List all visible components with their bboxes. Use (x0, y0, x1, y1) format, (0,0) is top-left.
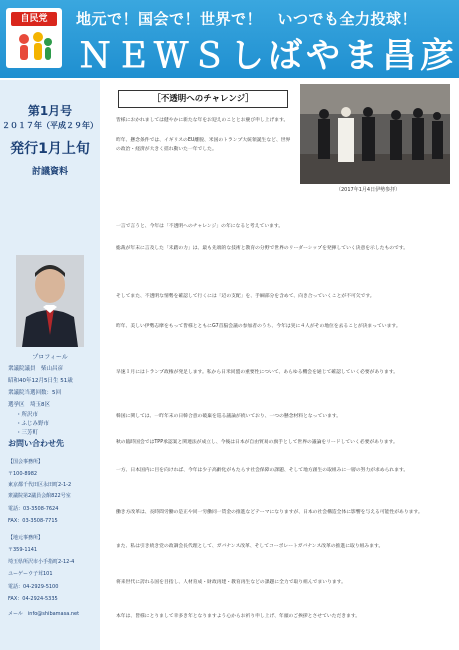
portrait-photo (16, 255, 84, 347)
contact-line: 電話：03-3508-7624 (8, 506, 59, 512)
paragraph: 一言で言うと、今年は「不透明へのチャレンジ」の年になると考えています。 (116, 224, 284, 229)
paragraph: 皆様におかれましては健やかに新たな年をお迎えのこととお慶び申し上げます。 (116, 118, 289, 123)
profile-line: ・ふじみ野市 (16, 421, 50, 427)
paragraph: また、私は引き続き党の政調会長代理として、ガバナンス改革、そしてコーポレートガバナンス改革の推進に取り組みます。 (116, 544, 384, 549)
contact-email[interactable]: メール info@shibamasa.net (8, 611, 80, 617)
newsletter-title: ＮＥＷＳしばやま昌彦 (78, 36, 458, 76)
contact-line: 衆議院第2議員会館822号室 (8, 493, 71, 499)
photo-caption: （2017年1月4日伊勢参拝） (336, 187, 401, 193)
issue-number: 第1月号 (27, 104, 73, 118)
sidebar (0, 80, 100, 650)
article-photo (300, 84, 450, 184)
paragraph: 昨年、美しい伊勢志摩をもって皆様とともにG7首脳会議の参加者のうち、今年は実に４人がその地位を去ることが決まっています。 (116, 324, 401, 329)
contact-line: 埼玉県所沢市小手指町2-12-4 (8, 559, 75, 565)
contact-line: FAX：03-3508-7715 (8, 518, 58, 524)
contact-title: お問い合わせ先 (8, 439, 64, 448)
profile-title: プロフィール (32, 354, 68, 361)
contact-line: 東京都千代田区永田町2-1-2 (8, 482, 72, 488)
family-figures-icon (14, 32, 54, 62)
paragraph: 働き方改革は、長時間労働の是正や同一労働同一賃金の推進などテーマになりますが、日本の社会構造全体に影響を与える可能性があります。 (116, 510, 423, 515)
party-badge: 自民党 (11, 12, 57, 26)
issue-year: ２０１７年（平成２９年） (2, 121, 98, 130)
contact-line: FAX：04-2924-5335 (8, 596, 58, 602)
profile-line: 衆議院当選回数：5回 (8, 390, 61, 396)
profile-line: ・所沢市 (16, 412, 39, 418)
paragraph: 昨年、懸念条件では、イギリスのEU離脱、米国のトランプ大統領誕生など、世界の政治・経済が大きく揺れ動いた一年でした。 (116, 138, 291, 152)
issue-note: 討議資料 (31, 167, 68, 177)
contact-line: 電話：04-2929-5100 (8, 584, 59, 590)
contact-line: 【地元事務所】 (8, 535, 44, 541)
contact-line: 〒100-8982 (8, 471, 38, 477)
article-title: ［不透明へのチャレンジ］ (118, 90, 288, 108)
party-logo (6, 8, 62, 68)
paragraph: 本年は、皆様にとりまして幸多き年となりますよう心からお祈り申し上げ、年頭のご挨拶とさせていただきます。 (116, 614, 361, 619)
issue-date: 発行1月上旬 (10, 141, 90, 157)
header (0, 0, 459, 80)
slogan: 地元で！国会で！世界で！ いつでも全力投球！ (76, 10, 418, 28)
paragraph: 将来世代に誇れる国を目指し、人材育成・財政再建・教育再生などの課題に全力で取り組んでまいります。 (116, 580, 346, 585)
contact-line: ユーゲーウ子茸101 (8, 571, 53, 577)
profile-line: ・三芳町 (16, 430, 39, 436)
paragraph: 早速１月にはトランプ政権が発足します。私から日米同盟の重要性について、あらゆる機会を通じて確認していく必要があります。 (116, 370, 399, 375)
profile-line: 選挙区 埼玉8区 (8, 402, 50, 408)
contact-line: 〒359-1141 (8, 547, 38, 553)
contact-line: 【国会事務所】 (8, 459, 44, 465)
main-article (104, 80, 459, 650)
paragraph: そしてまた、不透明な情勢を確認して行くには「辺の支配」を、手綱部分を含めて、向き合っていくことが不可欠です。 (116, 294, 375, 299)
profile-line: 衆議院議員 柴山昌彦 (8, 366, 64, 372)
paragraph: 一方、日本国内に目を向ければ、今年は少子高齢化がもたらす社会保障の課題、そして地方創生の取組みに一層の努力が求められます。 (116, 468, 409, 473)
paragraph: 総裁が年末に言及した「未踏の力」は、最も先端的な技術と教育の分野で世界のリーダーシップを発揮していく決意を示したものです。 (116, 246, 409, 251)
paragraph: 韓国に関しては、一昨年末の日韓合意の破棄を巡る議論が続いており、一つの懸念材料となっています。 (116, 414, 342, 419)
paragraph: 秋の臨時国会ではTPP承認案と関連法が成立し、今後は日本が自由貿易の旗手として世界の議論をリードしていく必要があります。 (116, 440, 398, 445)
profile-line: 昭和40年12月5日生 51歳 (8, 378, 73, 384)
